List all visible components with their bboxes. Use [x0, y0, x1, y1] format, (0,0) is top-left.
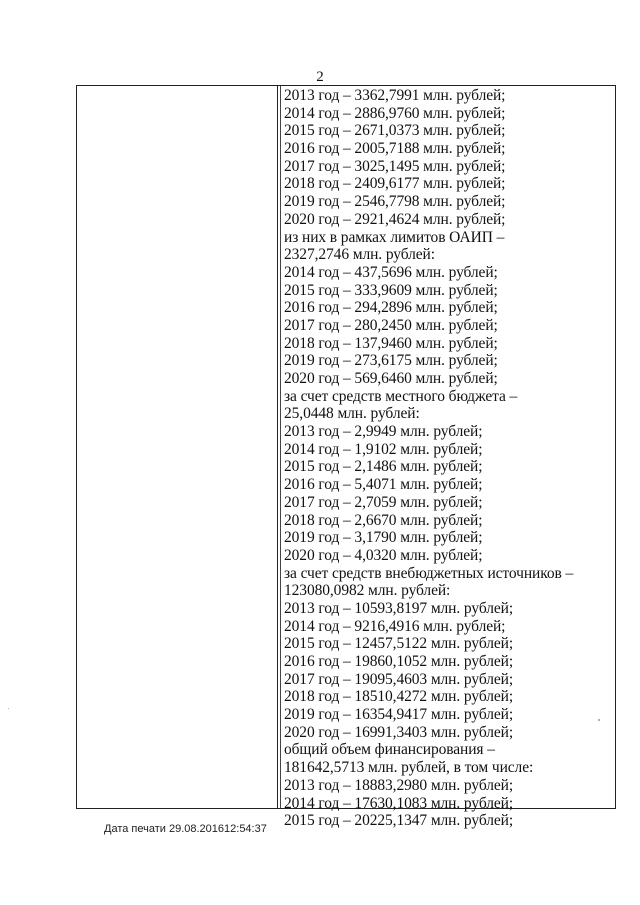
funding-line: 2020 год – 16991,3403 млн. рублей;: [284, 723, 514, 741]
funding-line: 2016 год – 5,4071 млн. рублей;: [284, 476, 483, 494]
funding-line: 2019 год – 273,6175 млн. рублей;: [284, 352, 498, 370]
funding-line: 2017 год – 3025,1495 млн. рублей;: [284, 157, 506, 175]
funding-line: 2327,2746 млн. рублей:: [284, 246, 435, 264]
funding-line: 2020 год – 2921,4624 млн. рублей;: [284, 210, 506, 228]
funding-line: 2013 год – 18883,2980 млн. рублей;: [284, 776, 514, 794]
funding-line: 2015 год – 20225,1347 млн. рублей;: [284, 812, 514, 830]
funding-line: 2017 год – 280,2450 млн. рублей;: [284, 316, 498, 334]
funding-line: 2019 год – 2546,7798 млн. рублей;: [284, 193, 506, 211]
funding-line: 2014 год – 2886,9760 млн. рублей;: [284, 104, 506, 122]
funding-line: 2013 год – 10593,8197 млн. рублей;: [284, 599, 514, 617]
funding-line: 2014 год – 17630,1083 млн. рублей;: [284, 794, 514, 812]
funding-line: 2014 год – 437,5696 млн. рублей;: [284, 263, 498, 281]
funding-line: 2015 год – 2,1486 млн. рублей;: [284, 458, 483, 476]
funding-line: 25,0448 млн. рублей:: [284, 405, 420, 423]
funding-line: 2019 год – 3,1790 млн. рублей;: [284, 529, 483, 547]
scan-speck: [8, 708, 9, 709]
funding-line: 2018 год – 18510,4272 млн. рублей;: [284, 688, 514, 706]
funding-line: 2019 год – 16354,9417 млн. рублей;: [284, 706, 514, 724]
table-right-column: [284, 87, 612, 830]
funding-line: 2013 год – 3362,7991 млн. рублей;: [284, 87, 506, 104]
scan-speck: [598, 719, 600, 721]
funding-line: 2017 год – 2,7059 млн. рублей;: [284, 493, 483, 511]
funding-line: 2018 год – 137,9460 млн. рублей;: [284, 334, 498, 352]
page-number: 2: [316, 69, 324, 85]
column-divider: [277, 86, 278, 808]
funding-line: 2018 год – 2,6670 млн. рублей;: [284, 511, 483, 529]
funding-line: за счет средств местного бюджета –: [284, 387, 518, 405]
funding-line: 2013 год – 2,9949 млн. рублей;: [284, 423, 483, 441]
funding-line: 2018 год – 2409,6177 млн. рублей;: [284, 175, 506, 193]
funding-line: 181642,5713 млн. рублей, в том числе:: [284, 759, 534, 777]
funding-line: 2015 год – 12457,5122 млн. рублей;: [284, 635, 514, 653]
funding-line: 2015 год – 333,9609 млн. рублей;: [284, 281, 498, 299]
funding-line: 2014 год – 9216,4916 млн. рублей;: [284, 617, 506, 635]
print-date: Дата печати 29.08.201612:54:37: [104, 823, 267, 835]
funding-line: 2015 год – 2671,0373 млн. рублей;: [284, 122, 506, 140]
funding-line: 2016 год – 2005,7188 млн. рублей;: [284, 140, 506, 158]
funding-line: 2017 год – 19095,4603 млн. рублей;: [284, 670, 514, 688]
funding-line: из них в рамках лимитов ОАИП –: [284, 228, 505, 246]
funding-line: общий объем финансирования –: [284, 741, 495, 759]
funding-line: 2016 год – 19860,1052 млн. рублей;: [284, 653, 514, 670]
funding-line: 123080,0982 млн. рублей:: [284, 582, 451, 600]
funding-line: 2014 год – 1,9102 млн. рублей;: [284, 440, 483, 458]
funding-line: 2020 год – 4,0320 млн. рублей;: [284, 546, 483, 564]
funding-line: за счет средств внебюджетных источников –: [284, 564, 574, 582]
column-divider-inner: [280, 86, 281, 808]
funding-line: 2020 год – 569,6460 млн. рублей;: [284, 370, 498, 387]
table-left-column: [77, 86, 277, 808]
funding-line: 2016 год – 294,2896 млн. рублей;: [284, 299, 498, 317]
